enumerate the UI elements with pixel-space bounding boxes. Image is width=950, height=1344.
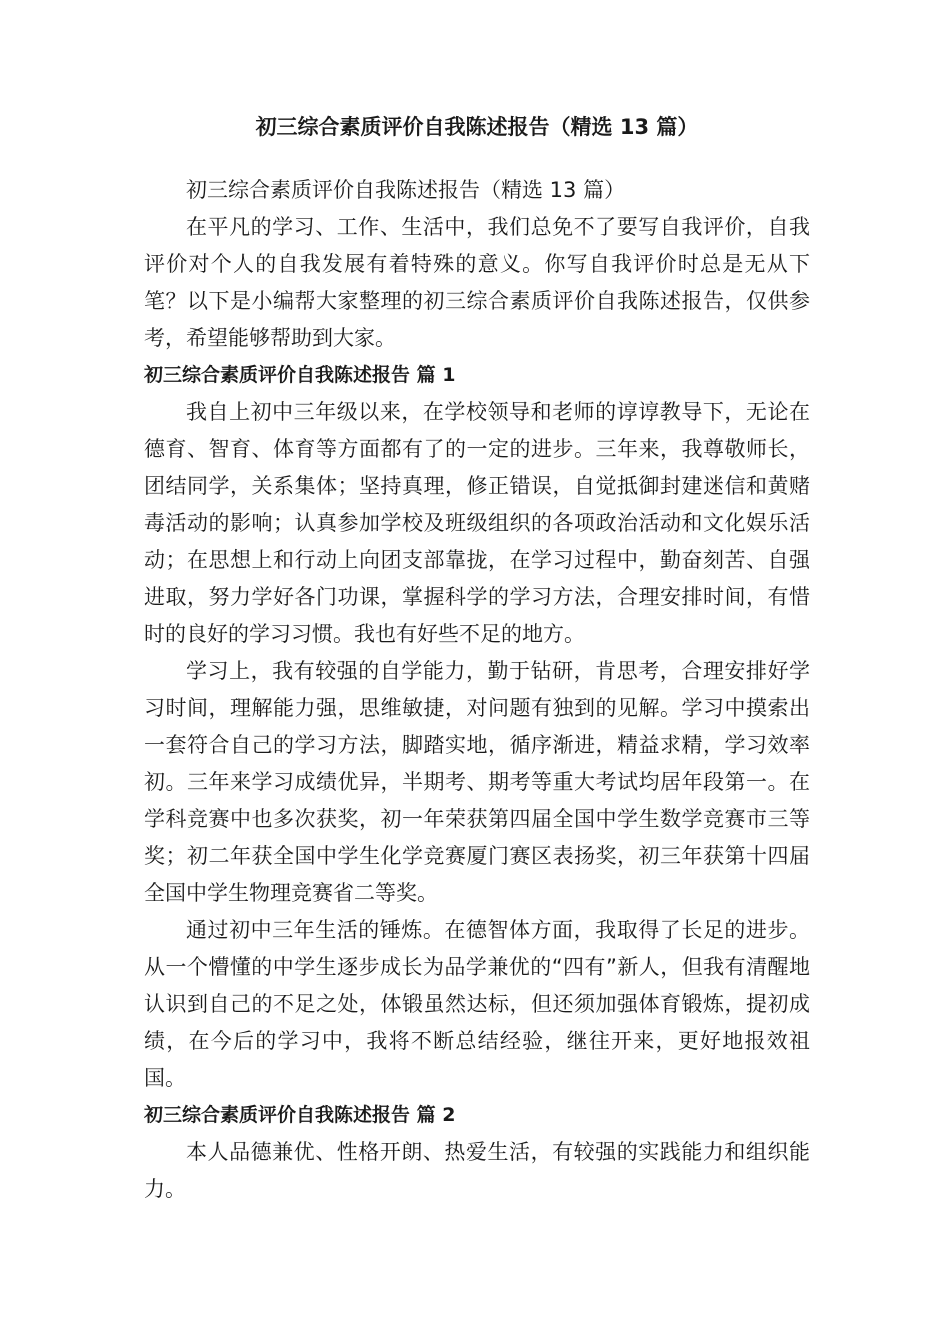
document-body bbox=[144, 172, 810, 1208]
section-paragraph: 学习上，我有较强的自学能力，勤于钻研，肯思考，合理安排好学习时间，理解能力强，思维敏捷，对问题有独到的见解。学习中摸索出一套符合自己的学习方法，脚踏实地，循序渐进，精益求精，学习效率初。三年来学习成绩优异，半期考、期考等重大考试均居年段第一。在学科竞赛中也多次获奖，初一年荣获第四届全国中学生数学竞赛市三等奖；初二年获全国中学生化学竞赛厦门赛区表扬奖，初三年获第十四届全国中学生物理竞赛省二等奖。 bbox=[144, 659, 810, 905]
document-subtitle: 初三综合素质评价自我陈述报告（精选 13 篇） bbox=[186, 178, 626, 202]
intro-paragraph: 在平凡的学习、工作、生活中，我们总免不了要写自我评价，自我评价对个人的自我发展有着特殊的意义。你写自我评价时总是无从下笔？以下是小编帮大家整理的初三综合素质评价自我陈述报告，仅供参考，希望能够帮助到大家。 bbox=[144, 215, 810, 350]
section-heading: 初三综合素质评价自我陈述报告 篇 2 bbox=[144, 1104, 456, 1126]
section-paragraph: 我自上初中三年级以来，在学校领导和老师的谆谆教导下，无论在德育、智育、体育等方面都有了的一定的进步。三年来，我尊敬师长，团结同学，关系集体；坚持真理，修正错误，自觉抵御封建迷信和黄赌毒活动的影响；认真参加学校及班级组织的各项政治活动和文化娱乐活动；在思想上和行动上向团支部靠拢，在学习过程中，勤奋刻苦、自强进取，努力学好各门功课，掌握科学的学习方法，合理安排时间，有惜时的良好的学习习惯。我也有好些不足的地方。 bbox=[144, 400, 810, 646]
section-2 bbox=[144, 1097, 810, 1208]
document-title: 初三综合素质评价自我陈述报告（精选 13 篇） bbox=[255, 115, 699, 139]
section-paragraph: 本人品德兼优、性格开朗、热爱生活，有较强的实践能力和组织能力。 bbox=[144, 1140, 810, 1201]
section-paragraph: 通过初中三年生活的锤炼。在德智体方面，我取得了长足的进步。从一个懵懂的中学生逐步成长为品学兼优的“四有”新人，但我有清醒地认识到自己的不足之处，体锻虽然达标，但还须加强体育锻炼，提初成绩，在今后的学习中，我将不断总结经验，继往开来，更好地报效祖国。 bbox=[144, 918, 810, 1090]
section-heading: 初三综合素质评价自我陈述报告 篇 1 bbox=[144, 364, 456, 386]
section-1 bbox=[144, 357, 810, 1097]
